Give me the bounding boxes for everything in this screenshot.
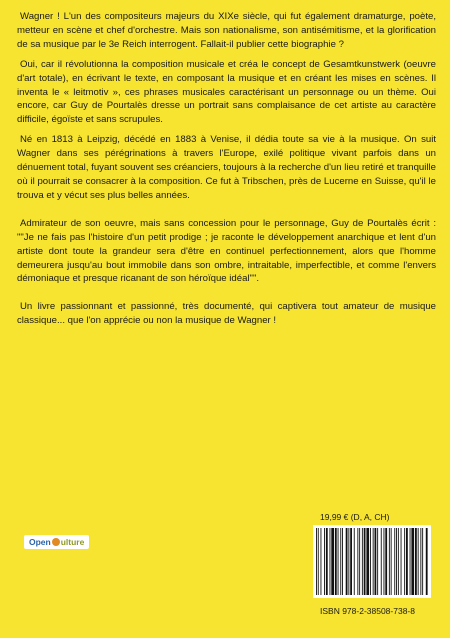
barcode-bar <box>342 528 343 595</box>
barcode-bar <box>406 528 408 595</box>
barcode-bar <box>359 528 360 595</box>
barcode-bar <box>410 528 411 595</box>
barcode-bar <box>385 528 387 595</box>
barcode-bar <box>340 528 341 595</box>
barcode-bar <box>362 528 363 595</box>
barcode-bar <box>324 528 325 595</box>
logo-text-culture: ulture <box>60 537 85 547</box>
barcode-bar <box>411 528 414 595</box>
barcode-bar <box>366 528 369 595</box>
barcode-bar <box>373 528 374 595</box>
barcode-bar <box>370 528 371 595</box>
barcode-bar <box>375 528 377 595</box>
barcode-bar <box>321 528 322 595</box>
barcode-bar <box>404 528 405 595</box>
isbn-label: ISBN 978-2-38508-738-8 <box>320 606 415 616</box>
barcode-bar <box>338 528 339 595</box>
barcode-bar <box>381 528 382 595</box>
barcode-bar <box>326 528 328 595</box>
barcode-bar <box>335 528 337 595</box>
barcode-bar <box>391 528 392 595</box>
barcode-bars <box>316 528 428 595</box>
barcode-bar <box>354 528 355 595</box>
back-cover-text <box>17 10 436 334</box>
barcode-bar <box>350 528 352 595</box>
barcode-bar <box>377 528 378 595</box>
price-label: 19,99 € (D, A, CH) <box>320 512 390 522</box>
barcode-bar <box>418 528 419 595</box>
barcode-bar <box>426 528 428 595</box>
barcode-bar <box>316 528 317 595</box>
barcode-bar <box>384 528 385 595</box>
barcode-bar <box>348 528 349 595</box>
paragraph-quote: Admirateur de son oeuvre, mais sans concession pour le personnage, Guy de Pourtalès écrit : ""Je ne fais pas l'histoire d'un petit prodige ; je raconte le développement anarchique et lent d'un artiste dont toute la grandeur sera d'être en continuel perfectionnement, alors que l'homme demeurera jusqu'au bout immobile dans son ombre, intraitable, imperfectible, et comme l'envers démoniaque et presque ricanant de son héroïque idéal"". <box>17 217 436 285</box>
barcode-bar <box>346 528 348 595</box>
barcode-bar <box>330 528 331 595</box>
paragraph-innovation: Oui, car il révolutionna la composition musicale et créa le concept de Gesamtkunstwerk (oeuvre d'art totale), en écrivant le texte, en composant la musique et en créant les mises en scènes. Il inventa le « leitmotiv », ces phrases musicales caractérisant un personnage ou un thème. Oui encore, car Guy de Pourtalès dresse un portrait sans complaisance de cet artiste au caractère difficile, égoïste et sans scrupules. <box>17 58 436 126</box>
barcode-bar <box>331 528 334 595</box>
publisher-logo <box>24 535 89 549</box>
logo-text-open: Open <box>29 537 51 547</box>
barcode-bar <box>396 528 397 595</box>
paragraph-conclusion: Un livre passionnant et passionné, très documenté, qui captivera tout amateur de musique classique... que l'on apprécie ou non la musique de Wagner ! <box>17 301 436 327</box>
logo-c-mark <box>52 538 60 546</box>
barcode <box>313 525 431 598</box>
barcode-bar <box>401 528 402 595</box>
barcode-bar <box>422 528 423 595</box>
barcode-bar <box>420 528 421 595</box>
barcode-bar <box>398 528 399 595</box>
paragraph-biography: Né en 1813 à Leipzig, décédé en 1883 à Venise, il dédia toute sa vie à la musique. On suit Wagner dans ses pérégrinations à travers l'Europe, exilé politique vivant parfois dans un dénuement total, fuyant souvent ses créanciers, toujours à la recherche d'un lieu retiré et tranquille où il pourrait se consacrer à la composition. Ce fut à Tribschen, près de Lucerne en Suisse, qu'il le trouva et y vécut ses plus belles années. <box>17 134 436 201</box>
barcode-bar <box>394 528 395 595</box>
paragraph-intro: Wagner ! L'un des compositeurs majeurs du XIXe siècle, qui fut également dramaturge, poète, metteur en scène et chef d'orchestre. Mais son nationalisme, son antisémitisme, et la glorification de sa musique par le 3e Reich interrogent. Fallait-il publier cette biographie ? <box>17 11 436 50</box>
barcode-bar <box>318 528 319 595</box>
barcode-bar <box>389 528 390 595</box>
barcode-bar <box>364 528 366 595</box>
barcode-bar <box>415 528 417 595</box>
barcode-bar <box>357 528 358 595</box>
